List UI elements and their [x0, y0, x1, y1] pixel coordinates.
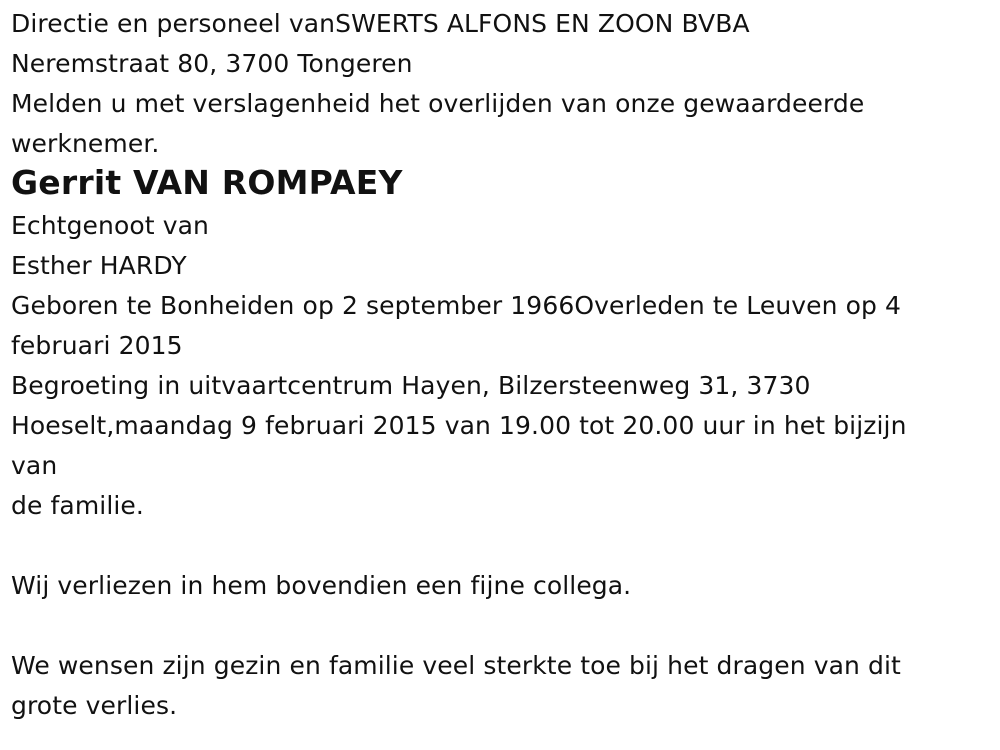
condolence-line-1: We wensen zijn gezin en familie veel sterkte toe bij het dragen van dit — [11, 651, 901, 680]
visitation-line-4: de familie. — [11, 491, 144, 520]
spouse-name: Esther HARDY — [11, 251, 187, 280]
birth-death-dates-line-1: Geboren te Bonheiden op 2 september 1966Overleden te Leuven op 4 — [11, 291, 902, 320]
employer-line: Directie en personeel vanSWERTS ALFONS EN ZOON BVBA — [11, 9, 750, 38]
visitation-line-3: van — [11, 451, 58, 480]
visitation-line-1: Begroeting in uitvaartcentrum Hayen, Bilzersteenweg 31, 3730 — [11, 371, 811, 400]
condolence-line-2: grote verlies. — [11, 691, 178, 720]
paragraph-spacer — [11, 526, 991, 566]
deceased-name: Gerrit VAN ROMPAEY — [11, 163, 403, 202]
paragraph-spacer — [11, 606, 991, 646]
birth-death-dates-line-2: februari 2015 — [11, 331, 183, 360]
intro-text-line-1: Melden u met verslagenheid het overlijden van onze gewaardeerde — [11, 89, 865, 118]
intro-text-line-2: werknemer. — [11, 129, 160, 158]
spouse-label: Echtgenoot van — [11, 211, 209, 240]
death-notice — [11, 4, 991, 726]
employer-address: Neremstraat 80, 3700 Tongeren — [11, 49, 413, 78]
colleague-text: Wij verliezen in hem bovendien een fijne collega. — [11, 571, 632, 600]
visitation-line-2: Hoeselt,maandag 9 februari 2015 van 19.00 tot 20.00 uur in het bijzijn — [11, 411, 907, 440]
